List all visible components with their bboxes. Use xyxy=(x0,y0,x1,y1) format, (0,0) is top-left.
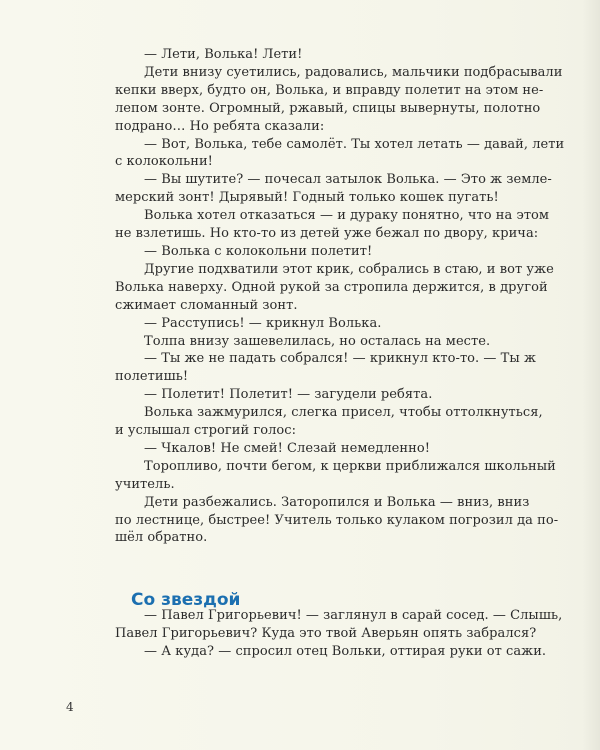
text-line: учитель. xyxy=(115,476,175,492)
text-line: мерский зонт! Дырявый! Годный только кошек пугать! xyxy=(115,190,499,206)
text-line: Дети разбежались. Заторопился и Волька — вниз, вниз xyxy=(144,494,530,510)
text-line: Павел Григорьевич? Куда это твой Аверьян опять забрался? xyxy=(115,625,537,641)
text-line: — Ты же не падать собрался! — крикнул кто-то. — Ты ж xyxy=(144,351,536,367)
page-edge-shadow xyxy=(582,0,600,750)
text-line: и услышал строгий голос: xyxy=(115,423,297,439)
section-heading: Со звездой xyxy=(131,590,241,610)
page-number: 4 xyxy=(66,700,74,714)
text-line: Волька наверху. Одной рукой за стропила держится, в другой xyxy=(115,279,548,295)
text-line: — Павел Григорьевич! — заглянул в сарай сосед. — Слышь, xyxy=(144,608,563,623)
text-line: не взлетишь. Но кто-то из детей уже бежал по двору, крича: xyxy=(115,226,539,242)
text-line: — Расступись! — крикнул Волька. xyxy=(144,315,382,331)
text-line: Торопливо, почти бегом, к церкви приближался школьный xyxy=(144,458,556,474)
text-line: подрано… Но ребята сказали: xyxy=(115,118,325,134)
text-line: — Лети, Волька! Лети! xyxy=(144,47,303,62)
text-line: — Волька с колокольни полетит! xyxy=(144,243,373,259)
text-line: сжимает сломанный зонт. xyxy=(115,297,298,313)
text-line: Волька зажмурился, слегка присел, чтобы оттолкнуться, xyxy=(144,405,543,421)
text-line: — Вот, Волька, тебе самолёт. Ты хотел летать — давай, лети xyxy=(144,136,565,152)
text-line: Другие подхватили этот крик, собрались в стаю, и вот уже xyxy=(144,261,554,277)
text-line: кепки вверх, будто он, Волька, и вправду полетит на этом не- xyxy=(115,82,544,98)
text-line: лепом зонте. Огромный, ржавый, спицы вывернуты, полотно xyxy=(115,100,541,116)
section-text xyxy=(115,607,563,661)
body-text xyxy=(115,46,565,547)
text-line: по лестнице, быстрее! Учитель только кулаком погрозил да по- xyxy=(115,512,559,528)
text-line: — Чкалов! Не смей! Слезай немедленно! xyxy=(144,440,430,456)
text-line: Волька хотел отказаться — и дураку понятно, что на этом xyxy=(144,208,550,224)
text-line: — Вы шутите? — почесал затылок Волька. — Это ж земле- xyxy=(144,172,552,188)
text-line: Дети внизу суетились, радовались, мальчики подбрасывали xyxy=(144,64,563,80)
text-line: — Полетит! Полетит! — загудели ребята. xyxy=(144,387,433,403)
text-line: с колокольни! xyxy=(115,154,213,170)
text-line: Толпа внизу зашевелилась, но осталась на месте. xyxy=(144,333,491,349)
text-line: шёл обратно. xyxy=(115,530,208,546)
text-line: — А куда? — спросил отец Вольки, оттирая руки от сажи. xyxy=(144,643,547,659)
text-line: полетишь! xyxy=(115,369,189,385)
